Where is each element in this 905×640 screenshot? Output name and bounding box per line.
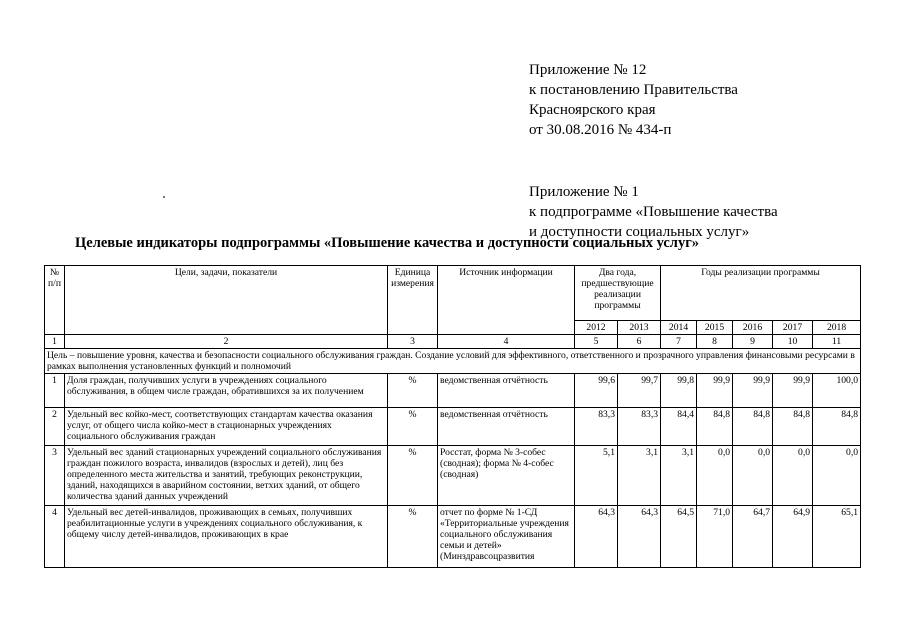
row-value: 64,9 — [773, 506, 813, 568]
row-value: 83,3 — [575, 408, 618, 446]
row-value: 65,1 — [813, 506, 861, 568]
header-line: от 30.08.2016 № 434-п — [529, 122, 672, 138]
header-prev-years: Два года, предшествующие реализации программы — [575, 266, 661, 321]
row-source: Росстат, форма № 3-собес (сводная); форма № 4-собес (сводная) — [438, 446, 575, 506]
row-num: 1 — [45, 374, 65, 408]
header-year: 2013 — [618, 321, 661, 335]
row-value: 64,3 — [618, 506, 661, 568]
column-number: 5 — [575, 335, 618, 349]
header-line: к подпрограмме «Повышение качества — [529, 204, 778, 220]
indicators-table — [44, 265, 861, 568]
row-value: 3,1 — [618, 446, 661, 506]
column-number: 11 — [813, 335, 861, 349]
row-num: 4 — [45, 506, 65, 568]
row-value: 84,8 — [813, 408, 861, 446]
table-row — [45, 506, 861, 568]
row-value: 84,8 — [773, 408, 813, 446]
header-line: к постановлению Правительства — [529, 82, 738, 98]
table-row — [45, 408, 861, 446]
row-value: 99,8 — [661, 374, 697, 408]
row-unit: % — [388, 408, 438, 446]
header-num: № п/п — [45, 266, 65, 335]
row-num: 2 — [45, 408, 65, 446]
row-source: отчет по форме № 1-СД «Территориальные учреждения социального обслуживания семьи и детей» (Минздравсоцразвития — [438, 506, 575, 568]
header-goals: Цели, задачи, показатели — [65, 266, 388, 335]
header-year: 2012 — [575, 321, 618, 335]
header-block — [529, 60, 778, 242]
header-year: 2015 — [697, 321, 733, 335]
row-value: 64,7 — [733, 506, 773, 568]
table-row — [45, 446, 861, 506]
row-source: ведомственная отчётность — [438, 408, 575, 446]
column-number: 10 — [773, 335, 813, 349]
goal-row: Цель – повышение уровня, качества и безопасности социального обслуживания граждан. Создание условий для эффективного, ответственного и прозрачного управления финансовыми ресурсами в рамках выполнения установленных функций и полномочий — [45, 349, 861, 374]
column-number: 4 — [438, 335, 575, 349]
row-value: 83,3 — [618, 408, 661, 446]
header-year: 2018 — [813, 321, 861, 335]
header-line: Красноярского края — [529, 102, 656, 118]
header-line: и доступности социальных услуг» — [529, 224, 750, 240]
row-unit: % — [388, 506, 438, 568]
row-value: 84,8 — [697, 408, 733, 446]
row-indicator: Удельный вес детей-инвалидов, проживающих в семьях, получивших реабилитационные услуги в учреждениях социального обслуживания, к общему числу детей-инвалидов, проживающих в крае — [65, 506, 388, 568]
row-unit: % — [388, 446, 438, 506]
header-program-years: Годы реализации программы — [661, 266, 861, 321]
row-value: 99,9 — [773, 374, 813, 408]
column-number: 9 — [733, 335, 773, 349]
row-value: 99,7 — [618, 374, 661, 408]
row-indicator: Удельный вес койко-мест, соответствующих стандартам качества оказания услуг, от общего числа койко-мест в стационарных учреждениях социального обслуживания граждан — [65, 408, 388, 446]
header-year: 2014 — [661, 321, 697, 335]
row-value: 100,0 — [813, 374, 861, 408]
column-number: 6 — [618, 335, 661, 349]
page-title: Целевые индикаторы подпрограммы «Повышение качества и доступности социальных услуг» — [75, 235, 700, 251]
row-value: 64,5 — [661, 506, 697, 568]
row-value: 5,1 — [575, 446, 618, 506]
row-value: 0,0 — [697, 446, 733, 506]
row-num: 3 — [45, 446, 65, 506]
column-number: 8 — [697, 335, 733, 349]
column-number: 2 — [65, 335, 388, 349]
row-value: 99,9 — [697, 374, 733, 408]
row-indicator: Удельный вес зданий стационарных учреждений социального обслуживания граждан пожилого возраста, инвалидов (взрослых и детей), лиц без определенного места жительства и занятий, требующих реконструкции, зданий, находящихся в аварийном состоянии, ветхих зданий, от общего количества зданий данных учреждений — [65, 446, 388, 506]
column-number: 1 — [45, 335, 65, 349]
header-source: Источник информации — [438, 266, 575, 335]
header-line: Приложение № 1 — [529, 184, 639, 200]
scan-speck — [163, 196, 165, 198]
row-indicator: Доля граждан, получивших услуги в учреждениях социального обслуживания, в общем числе граждан, обратившихся за их получением — [65, 374, 388, 408]
row-value: 84,4 — [661, 408, 697, 446]
row-value: 84,8 — [733, 408, 773, 446]
header-line: Приложение № 12 — [529, 62, 647, 78]
header-year: 2016 — [733, 321, 773, 335]
row-value: 0,0 — [733, 446, 773, 506]
column-number: 3 — [388, 335, 438, 349]
row-value: 99,6 — [575, 374, 618, 408]
row-source: ведомственная отчётность — [438, 374, 575, 408]
header-year: 2017 — [773, 321, 813, 335]
row-value: 0,0 — [773, 446, 813, 506]
column-number: 7 — [661, 335, 697, 349]
row-value: 99,9 — [733, 374, 773, 408]
table-row — [45, 374, 861, 408]
row-value: 0,0 — [813, 446, 861, 506]
row-value: 64,3 — [575, 506, 618, 568]
row-value: 3,1 — [661, 446, 697, 506]
row-value: 71,0 — [697, 506, 733, 568]
header-unit: Единица измерения — [388, 266, 438, 335]
row-unit: % — [388, 374, 438, 408]
